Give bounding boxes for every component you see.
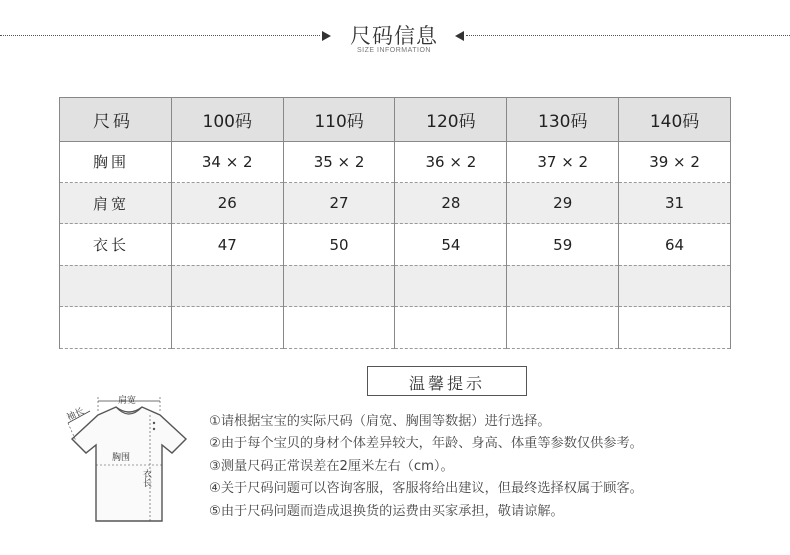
tips-heading-box xyxy=(367,366,527,396)
table-cell xyxy=(171,307,283,349)
page-title: 尺码信息 xyxy=(350,24,438,48)
size-header-120: 120码 xyxy=(395,98,507,142)
table-cell xyxy=(60,307,172,349)
table-cell: 64 xyxy=(619,224,731,265)
table-cell xyxy=(395,265,507,306)
tip-item-5: ⑤由于尺码问题而造成退换货的运费由买家承担，敬请谅解。 xyxy=(209,503,564,519)
table-cell xyxy=(619,307,731,349)
page-subtitle: SIZE INFORMATION xyxy=(357,47,431,54)
table-cell: 37 × 2 xyxy=(507,141,619,182)
table-cell: 47 xyxy=(171,224,283,265)
tip-item-2: ②由于每个宝贝的身材个体差异较大，年龄、身高、体重等参数仅供参考。 xyxy=(209,436,643,452)
table-header-row xyxy=(60,98,731,142)
table-cell: 35 × 2 xyxy=(283,141,395,182)
size-header-100: 100码 xyxy=(171,98,283,142)
sleeve-label: 袖长 xyxy=(65,406,86,424)
title-divider-right xyxy=(466,35,790,36)
table-row-empty xyxy=(60,307,731,349)
table-row-empty xyxy=(60,265,731,306)
table-cell xyxy=(283,265,395,306)
table-cell xyxy=(60,265,172,306)
table-cell: 27 xyxy=(283,183,395,224)
table-cell xyxy=(395,307,507,349)
table-row-shoulder xyxy=(60,183,731,224)
row-label-shoulder: 肩宽 xyxy=(60,183,172,224)
tips-heading: 温馨提示 xyxy=(408,374,485,393)
table-cell: 28 xyxy=(395,183,507,224)
table-corner-label: 尺码 xyxy=(60,98,172,142)
table-cell xyxy=(171,265,283,306)
chest-label: 胸围 xyxy=(112,453,131,463)
title-divider-left xyxy=(0,35,320,36)
title-arrow-right-icon xyxy=(455,31,464,41)
table-row-length xyxy=(60,224,731,265)
table-cell xyxy=(507,307,619,349)
table-cell: 59 xyxy=(507,224,619,265)
table-cell xyxy=(507,265,619,306)
table-row-chest xyxy=(60,141,731,182)
row-label-chest: 胸围 xyxy=(60,141,172,182)
tip-item-1: ①请根据宝宝的实际尺码（肩宽、胸围等数据）进行选择。 xyxy=(209,414,551,429)
shoulder-label: 肩宽 xyxy=(118,396,137,406)
row-label-length: 衣长 xyxy=(60,224,172,265)
tips-list xyxy=(209,411,784,523)
table-cell: 31 xyxy=(619,183,731,224)
size-table xyxy=(59,97,731,349)
tip-item-4: ④关于尺码问题可以咨询客服，客服将给出建议，但最终选择权属于顾客。 xyxy=(209,481,643,497)
size-header-140: 140码 xyxy=(619,98,731,142)
table-cell xyxy=(619,265,731,306)
table-cell: 54 xyxy=(395,224,507,265)
table-cell: 50 xyxy=(283,224,395,265)
tip-item-3: ③测量尺码正常误差在2厘米左右（cm）。 xyxy=(209,458,454,474)
length-label: 衣长 xyxy=(141,469,151,487)
tshirt-measurement-diagram xyxy=(54,393,204,528)
table-cell: 36 × 2 xyxy=(395,141,507,182)
size-header-110: 110码 xyxy=(283,98,395,142)
title-arrow-left-icon xyxy=(322,31,331,41)
table-cell: 26 xyxy=(171,183,283,224)
size-header-130: 130码 xyxy=(507,98,619,142)
table-cell: 29 xyxy=(507,183,619,224)
table-cell: 34 × 2 xyxy=(171,141,283,182)
table-cell: 39 × 2 xyxy=(619,141,731,182)
table-cell xyxy=(283,307,395,349)
